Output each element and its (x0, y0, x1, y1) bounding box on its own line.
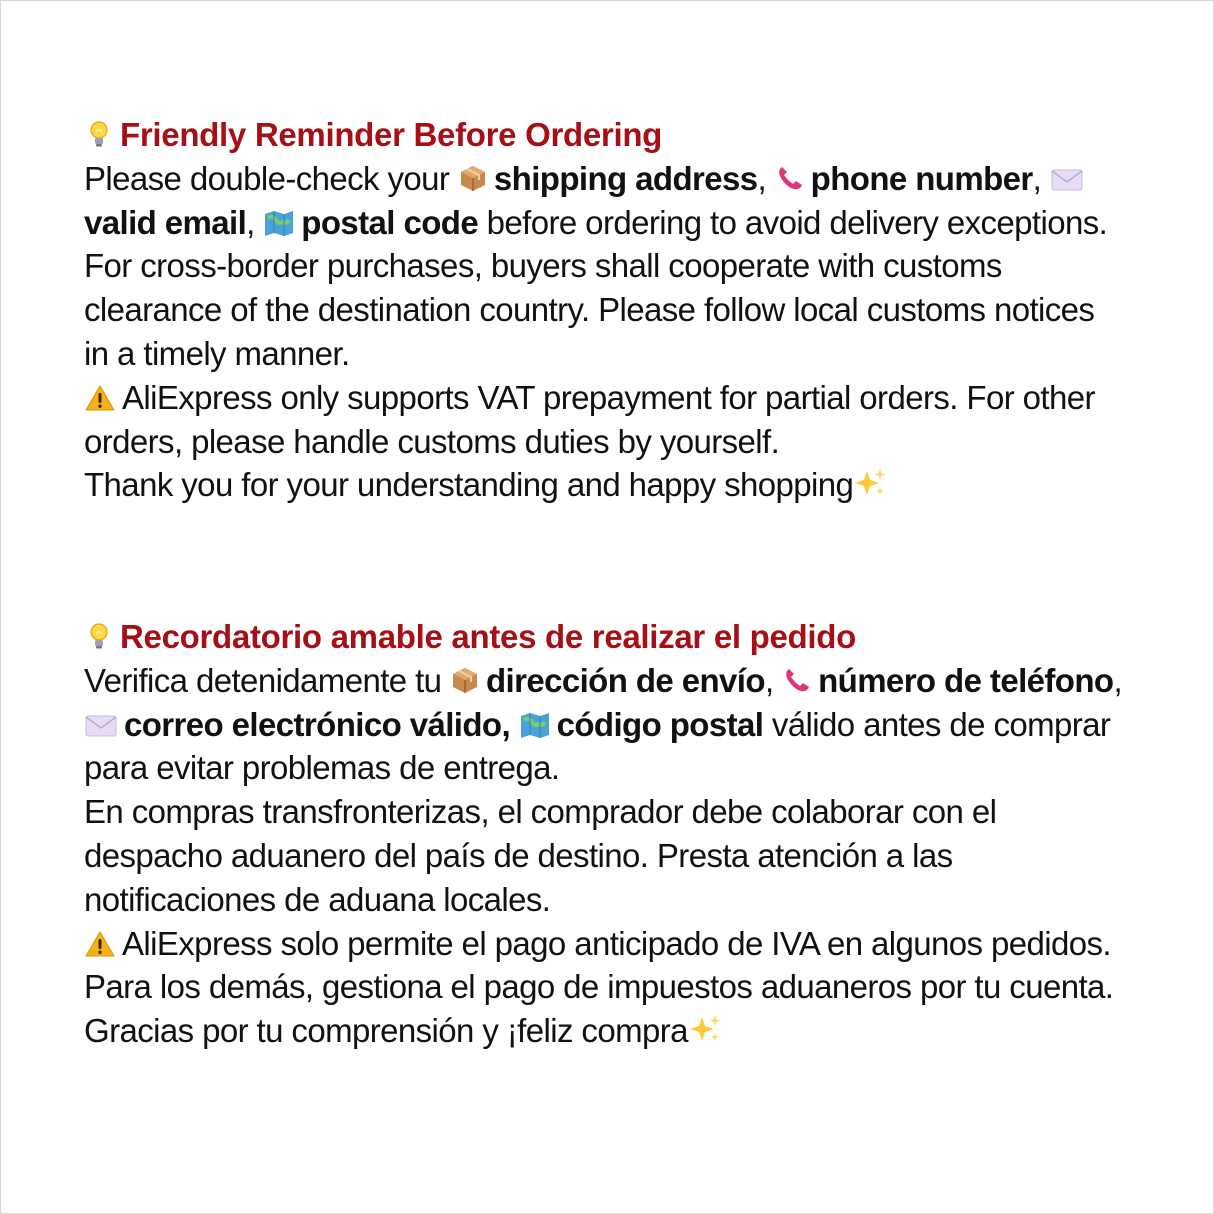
shipping-address-label: shipping address (493, 159, 758, 197)
phone-number-label: phone number (810, 159, 1033, 197)
paragraph-thanks: Gracias por tu comprensión y ¡feliz compra (84, 1009, 1124, 1053)
valid-email-label: valid email (84, 203, 247, 241)
warning-icon (84, 384, 116, 412)
package-icon (458, 163, 488, 193)
paragraph-thanks: Thank you for your understanding and happy shopping (84, 463, 1124, 507)
postal-code-label: código postal (556, 705, 764, 743)
telephone-icon (775, 163, 805, 193)
sparkles-icon (853, 467, 887, 499)
paragraph-customs: En compras transfronterizas, el comprador debe colaborar con el despacho aduanero del país de destino. Presta atención a las notificaciones de aduana locales. (84, 793, 997, 918)
lightbulb-icon (84, 119, 114, 149)
valid-email-label: correo electrónico válido, (124, 705, 511, 743)
warning-icon (84, 930, 116, 958)
telephone-icon (782, 665, 812, 695)
page-title: Friendly Reminder Before Ordering (120, 116, 663, 153)
reminder-english (84, 113, 1124, 507)
postal-code-label: postal code (301, 203, 479, 241)
phone-number-label: número de teléfono (818, 661, 1114, 699)
paragraph-vat: AliExpress solo permite el pago anticipado de IVA en algunos pedidos. Para los demás, gestiona el pago de impuestos aduaneros por tu cuenta. (84, 924, 1114, 1006)
package-icon (450, 665, 480, 695)
envelope-icon (1050, 167, 1084, 193)
sparkles-icon (688, 1013, 722, 1045)
paragraph-check-details: Please double-check your shipping address, phone number, valid email, postal code before ordering to avoid delivery exceptions. (84, 159, 1108, 241)
map-icon (519, 711, 551, 739)
paragraph-check-details: Verifica detenidamente tu dirección de envío, número de teléfono, correo electrónico válido, código postal válido antes de comprar para evitar problemas de entrega. (84, 661, 1123, 787)
reminder-spanish (84, 615, 1124, 1053)
paragraph-vat: AliExpress only supports VAT prepayment for partial orders. For other orders, please handle customs duties by yourself. (84, 378, 1095, 460)
title-row (84, 113, 1124, 157)
shipping-address-label: dirección de envío (485, 661, 765, 699)
envelope-icon (84, 713, 118, 739)
lightbulb-icon (84, 621, 114, 651)
title-row (84, 615, 1124, 659)
section-title-spanish: Recordatorio amable antes de realizar el pedido (120, 618, 856, 655)
map-icon (263, 209, 295, 237)
paragraph-customs: For cross-border purchases, buyers shall cooperate with customs clearance of the destination country. Please follow local customs notices in a timely manner. (84, 247, 1095, 372)
